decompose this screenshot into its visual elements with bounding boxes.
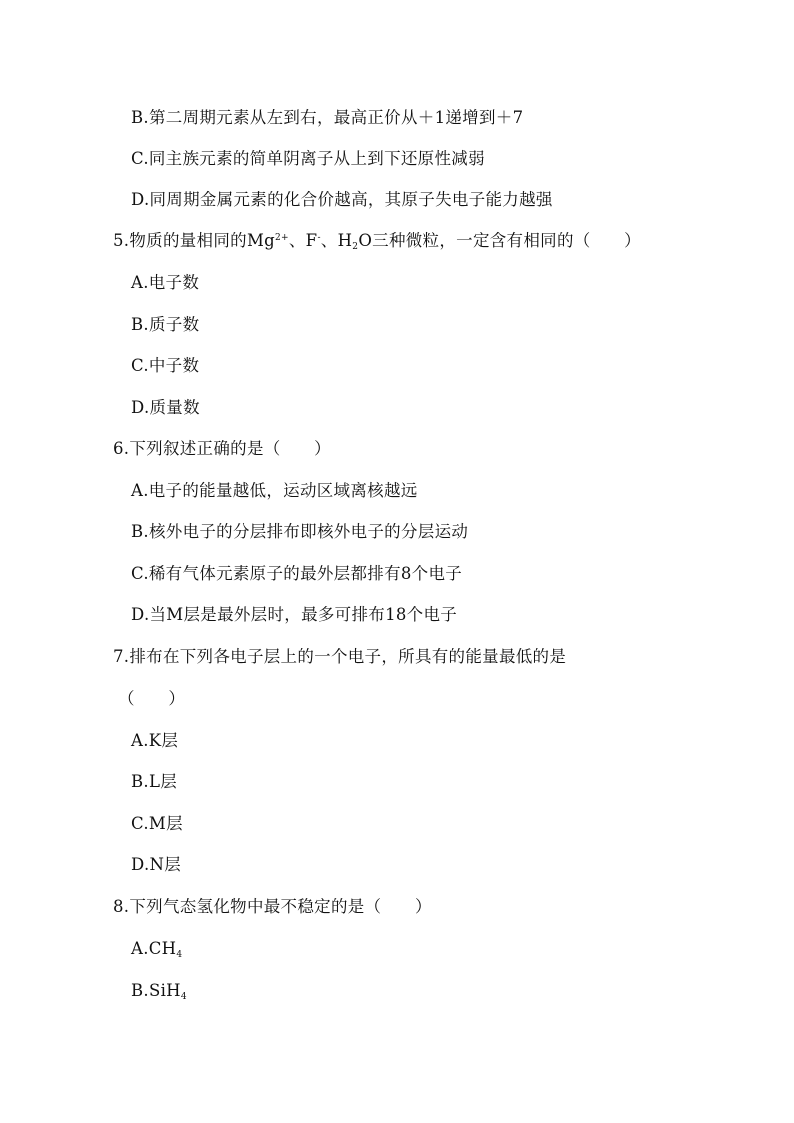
f-charge: - — [317, 233, 321, 243]
q5-sep1: 、F — [288, 231, 318, 250]
q4-option-d: D.同周期金属元素的化合价越高，其原子失电子能力越强 — [131, 190, 553, 209]
q7-option-b: B.L层 — [131, 772, 178, 791]
q8-option-a-prefix: A.CH — [131, 939, 177, 958]
q5-option-c: C.中子数 — [131, 356, 200, 375]
q8-option-a — [131, 938, 182, 960]
q8-option-b — [131, 980, 187, 1002]
q7-stem-line2: （ ） — [118, 689, 186, 708]
q4-option-c: C.同主族元素的简单阴离子从上到下还原性减弱 — [131, 149, 485, 168]
q5-stem — [113, 230, 641, 252]
q7-option-c: C.M层 — [131, 814, 183, 833]
q6-option-d: D.当M层是最外层时，最多可排布18个电子 — [131, 605, 458, 624]
q8-option-b-prefix: B.SiH — [131, 981, 181, 1000]
q6-option-c: C.稀有气体元素原子的最外层都排有8个电子 — [131, 564, 463, 583]
sih4-subscript: 4 — [180, 992, 187, 1002]
q4-option-b: B.第二周期元素从左到右，最高正价从＋1递增到＋7 — [131, 108, 524, 127]
q6-option-a: A.电子的能量越低，运动区域离核越远 — [131, 481, 418, 500]
h2o-subscript: 2 — [352, 242, 359, 252]
ch4-subscript: 4 — [176, 950, 183, 960]
q8-stem: 8.下列气态氢化物中最不稳定的是（ ） — [113, 897, 432, 916]
q7-option-a: A.K层 — [131, 731, 179, 750]
q5-option-a: A.电子数 — [131, 273, 200, 292]
q5-stem-end: O三种微粒，一定含有相同的（ ） — [358, 231, 641, 250]
q5-option-b: B.质子数 — [131, 315, 200, 334]
mg-charge: 2+ — [275, 233, 289, 243]
q6-option-b: B.核外电子的分层排布即核外电子的分层运动 — [131, 522, 469, 541]
q5-sep2: 、H — [320, 231, 353, 250]
q5-stem-start: 5.物质的量相同的Mg — [113, 231, 275, 250]
q7-stem-line1: 7.排布在下列各电子层上的一个电子，所具有的能量最低的是 — [113, 647, 567, 666]
q7-option-d: D.N层 — [131, 855, 182, 874]
q6-stem: 6.下列叙述正确的是（ ） — [113, 439, 331, 458]
q5-option-d: D.质量数 — [131, 398, 200, 417]
